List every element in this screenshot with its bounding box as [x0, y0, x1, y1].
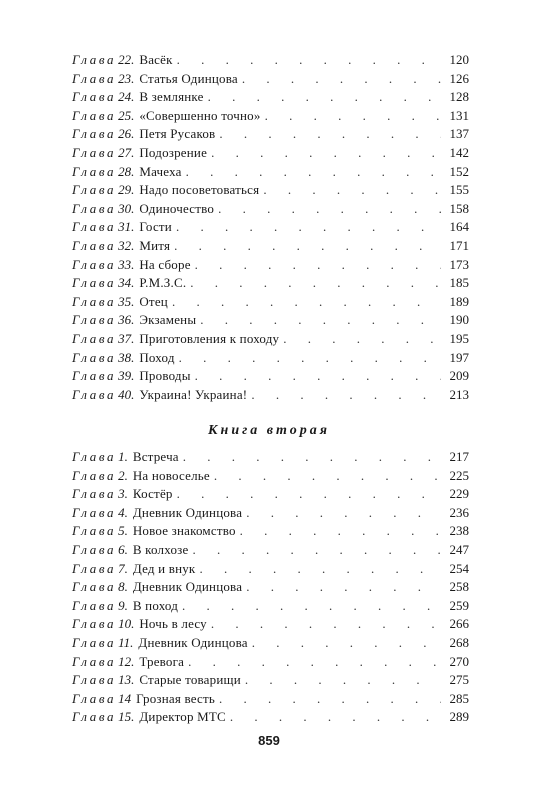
chapter-label: Глава: [72, 107, 117, 123]
toc-entry: [72, 52, 469, 71]
chapter-label: Глава: [72, 312, 117, 328]
page-ref: 238: [449, 523, 469, 539]
dot-leader: [214, 468, 441, 484]
chapter-title: Директор МТС: [139, 709, 226, 725]
chapter-label: Глава: [72, 449, 117, 464]
chapter-label: Глава: [72, 349, 117, 365]
dot-leader: [219, 691, 441, 707]
chapter-label: Глава: [72, 330, 117, 346]
toc-entry: [72, 238, 469, 257]
chapter-title: Поход: [139, 349, 175, 365]
dot-leader: [218, 201, 441, 217]
chapter-label: Глава: [72, 467, 117, 483]
chapter-number: 32.: [118, 237, 135, 253]
page-ref: 158: [449, 200, 469, 216]
chapter-label: Глава: [72, 634, 117, 650]
chapter-label: Глава: [72, 386, 117, 402]
chapter-label: Глава: [72, 70, 117, 86]
dot-leader: [211, 616, 441, 632]
chapter-label: Глава: [72, 182, 117, 198]
toc-entry: [72, 505, 469, 524]
chapter-title: Встреча: [132, 449, 179, 464]
chapter-label: Глава: [72, 126, 117, 142]
dot-leader: [219, 126, 441, 142]
toc-entry: [72, 672, 469, 691]
toc-list-book-one: [72, 52, 469, 405]
toc-entry: [72, 523, 469, 542]
toc-entry: [72, 368, 469, 387]
chapter-label: Глава: [72, 709, 117, 725]
page-ref: 259: [449, 597, 469, 613]
dot-leader: [190, 275, 441, 291]
chapter-number: 35.: [118, 293, 135, 309]
page-ref: 209: [449, 368, 469, 384]
page-ref: 171: [449, 237, 469, 253]
dot-leader: [177, 52, 441, 68]
chapter-title: Статья Одинцова: [139, 70, 238, 86]
page-ref: 137: [449, 126, 469, 142]
dot-leader: [177, 486, 441, 502]
page-ref: 197: [449, 349, 469, 365]
toc-entry: [72, 635, 469, 654]
chapter-label: Глава: [72, 89, 117, 105]
chapter-number: 1.: [118, 449, 128, 464]
dot-leader: [200, 312, 441, 328]
chapter-label: Глава: [72, 219, 117, 235]
chapter-title: Подозрение: [139, 144, 208, 160]
chapter-number: 9.: [118, 597, 128, 613]
dot-leader: [246, 579, 441, 595]
chapter-number: 2.: [118, 467, 128, 483]
page-ref: 126: [449, 70, 469, 86]
chapter-title: Приготовления к походу: [139, 330, 280, 346]
chapter-number: 14: [118, 690, 132, 706]
toc-entry: [72, 387, 469, 406]
dot-leader: [195, 257, 441, 273]
page-ref: 190: [449, 312, 469, 328]
chapter-number: 15.: [118, 709, 135, 725]
chapter-number: 38.: [118, 349, 135, 365]
page-ref: 152: [449, 163, 469, 179]
chapter-title: В колхозе: [132, 541, 189, 557]
chapter-label: Глава: [72, 560, 117, 576]
chapter-label: Глава: [72, 144, 117, 160]
chapter-title: Мачеха: [139, 163, 182, 179]
chapter-number: 34.: [118, 275, 135, 291]
toc-entry: [72, 89, 469, 108]
toc-entry: [72, 71, 469, 90]
page-ref: 225: [449, 467, 469, 483]
page-ref: 229: [449, 486, 469, 502]
chapter-label: Глава: [72, 523, 117, 539]
page-ref: 289: [449, 709, 469, 725]
chapter-number: 25.: [118, 107, 135, 123]
page-number: 859: [258, 733, 280, 748]
chapter-title: Украина! Украина!: [139, 386, 248, 402]
toc-entry: [72, 709, 469, 728]
chapter-title: В землянке: [139, 89, 204, 105]
chapter-label: Глава: [72, 653, 117, 669]
page-ref: 270: [449, 653, 469, 669]
chapter-title: Экзамены: [139, 312, 197, 328]
chapter-label: Глава: [72, 163, 117, 179]
chapter-label: Глава: [72, 486, 117, 502]
chapter-title: Р.М.З.С.: [139, 275, 187, 291]
chapter-title: Дневник Одинцова: [132, 504, 243, 520]
chapter-title: Васёк: [139, 52, 173, 67]
chapter-number: 4.: [118, 504, 128, 520]
chapter-title: Одиночество: [139, 200, 215, 216]
chapter-title: В поход: [132, 597, 179, 613]
page-ref: 285: [449, 690, 469, 706]
chapter-label: Глава: [72, 597, 117, 613]
page-ref: 173: [449, 256, 469, 272]
chapter-number: 11.: [118, 634, 134, 650]
chapter-title: Дневник Одинцова: [138, 634, 248, 650]
chapter-number: 13.: [118, 672, 135, 688]
dot-leader: [195, 368, 441, 384]
chapter-label: Глава: [72, 237, 117, 253]
page-ref: 142: [449, 144, 469, 160]
toc-entry: [72, 598, 469, 617]
chapter-label: Глава: [72, 579, 117, 595]
toc-entry: [72, 331, 469, 350]
toc-entry: [72, 257, 469, 276]
chapter-label: Глава: [72, 256, 117, 272]
page-ref: 275: [449, 672, 469, 688]
toc-entry: [72, 691, 469, 710]
toc-entry: [72, 654, 469, 673]
dot-leader: [263, 182, 441, 198]
toc-entry: [72, 219, 469, 238]
chapter-number: 22.: [118, 52, 135, 67]
dot-leader: [172, 294, 441, 310]
chapter-number: 39.: [118, 368, 135, 384]
dot-leader: [251, 387, 441, 403]
dot-leader: [245, 672, 441, 688]
dot-leader: [183, 449, 441, 465]
chapter-number: 26.: [118, 126, 135, 142]
chapter-number: 30.: [118, 200, 135, 216]
chapter-number: 29.: [118, 182, 135, 198]
dot-leader: [199, 561, 441, 577]
chapter-title: Надо посоветоваться: [139, 182, 260, 198]
dot-leader: [240, 523, 441, 539]
chapter-title: Ночь в лесу: [139, 616, 207, 632]
page-ref: 213: [449, 386, 469, 402]
toc-entry: [72, 616, 469, 635]
chapter-title: Отец: [139, 293, 168, 309]
chapter-title: Дневник Одинцова: [132, 579, 243, 595]
chapter-title: Дед и внук: [132, 560, 196, 576]
page-ref: 247: [449, 541, 469, 557]
toc-entry: [72, 201, 469, 220]
dot-leader: [265, 108, 441, 124]
chapter-number: 31.: [118, 219, 135, 235]
chapter-label: Глава: [72, 275, 117, 291]
section-heading-book-two: Книга вторая: [208, 423, 330, 438]
page-ref: 195: [449, 330, 469, 346]
chapter-number: 3.: [118, 486, 128, 502]
toc-entry: [72, 449, 469, 468]
toc-entry: [72, 468, 469, 487]
chapter-title: Гости: [139, 219, 172, 235]
dot-leader: [211, 145, 441, 161]
toc-entry: [72, 108, 469, 127]
chapter-number: 33.: [118, 256, 135, 272]
chapter-title: Грозная весть: [136, 690, 216, 706]
dot-leader: [182, 598, 441, 614]
dot-leader: [246, 505, 441, 521]
chapter-label: Глава: [72, 200, 117, 216]
chapter-number: 10.: [118, 616, 135, 632]
chapter-label: Глава: [72, 541, 117, 557]
dot-leader: [283, 331, 441, 347]
toc-entry: [72, 350, 469, 369]
dot-leader: [208, 89, 441, 105]
chapter-title: Митя: [139, 237, 171, 253]
chapter-number: 8.: [118, 579, 128, 595]
chapter-label: Глава: [72, 504, 117, 520]
chapter-title: «Совершенно точно»: [139, 107, 261, 123]
page-ref: 164: [449, 219, 469, 235]
chapter-number: 37.: [118, 330, 135, 346]
toc-entry: [72, 275, 469, 294]
page-ref: 131: [449, 107, 469, 123]
chapter-title: Старые товарищи: [139, 672, 241, 688]
dot-leader: [176, 219, 441, 235]
page-ref: 217: [449, 449, 469, 464]
page-ref: 185: [449, 275, 469, 291]
dot-leader: [192, 542, 441, 558]
page-ref: 155: [449, 182, 469, 198]
page-ref: 236: [449, 504, 469, 520]
chapter-number: 28.: [118, 163, 135, 179]
page-ref: 266: [449, 616, 469, 632]
dot-leader: [188, 654, 441, 670]
chapter-number: 5.: [118, 523, 128, 539]
chapter-number: 6.: [118, 541, 128, 557]
chapter-title: Костёр: [132, 486, 173, 502]
chapter-title: Петя Русаков: [139, 126, 216, 142]
toc-list-book-two: [72, 449, 469, 728]
chapter-label: Глава: [72, 672, 117, 688]
chapter-label: Глава: [72, 52, 117, 67]
chapter-number: 36.: [118, 312, 135, 328]
toc-entry: [72, 182, 469, 201]
chapter-label: Глава: [72, 690, 117, 706]
page-ref: 268: [449, 634, 469, 650]
toc-entry: [72, 294, 469, 313]
page-ref: 120: [449, 52, 469, 67]
chapter-title: Проводы: [139, 368, 191, 384]
page-ref: 128: [449, 89, 469, 105]
chapter-number: 24.: [118, 89, 135, 105]
chapter-title: На новоселье: [132, 467, 210, 483]
chapter-label: Глава: [72, 368, 117, 384]
chapter-number: 27.: [118, 144, 135, 160]
chapter-title: Тревога: [139, 653, 185, 669]
chapter-number: 12.: [118, 653, 135, 669]
toc-entry: [72, 579, 469, 598]
chapter-title: Новое знакомство: [132, 523, 236, 539]
chapter-number: 7.: [118, 560, 128, 576]
chapter-number: 23.: [118, 70, 135, 86]
toc-entry: [72, 126, 469, 145]
chapter-label: Глава: [72, 616, 117, 632]
toc-entry: [72, 486, 469, 505]
dot-leader: [242, 71, 441, 87]
chapter-number: 40.: [118, 386, 135, 402]
dot-leader: [186, 164, 441, 180]
toc-entry: [72, 542, 469, 561]
chapter-title: На сборе: [139, 256, 191, 272]
page-ref: 254: [449, 560, 469, 576]
dot-leader: [174, 238, 441, 254]
dot-leader: [230, 709, 441, 725]
toc-entry: [72, 312, 469, 331]
toc-entry: [72, 145, 469, 164]
toc-entry: [72, 561, 469, 580]
toc-entry: [72, 164, 469, 183]
dot-leader: [179, 350, 441, 366]
chapter-label: Глава: [72, 293, 117, 309]
page-ref: 258: [449, 579, 469, 595]
dot-leader: [252, 635, 441, 651]
page-ref: 189: [449, 293, 469, 309]
